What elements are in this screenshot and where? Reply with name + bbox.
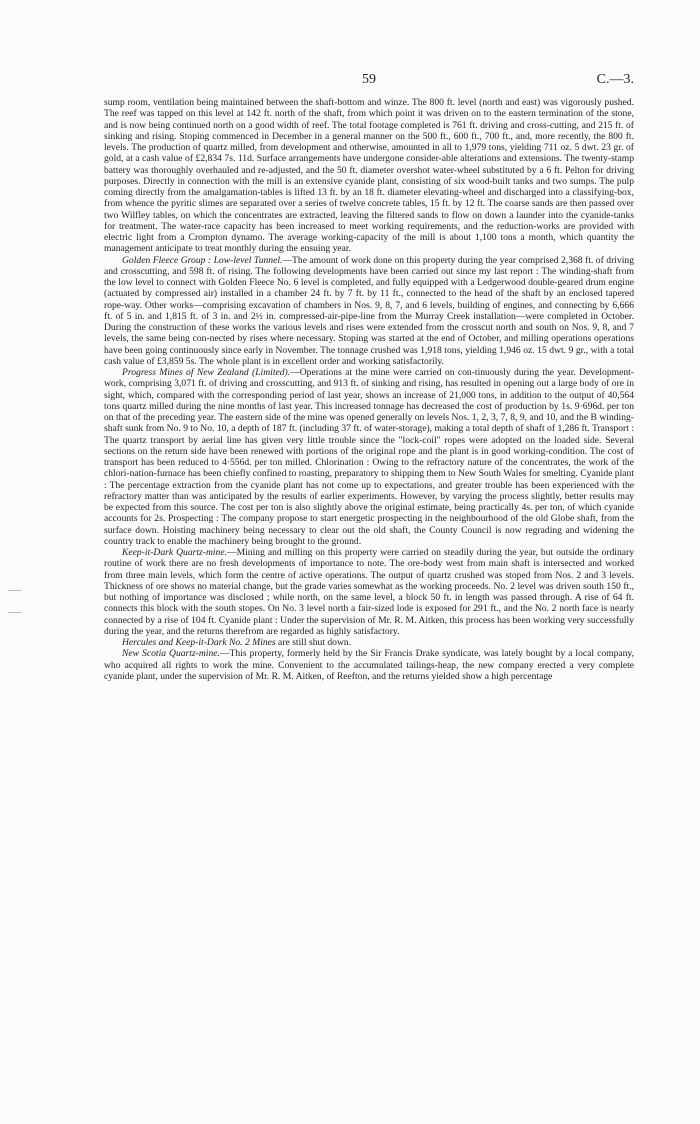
page-header (104, 72, 634, 90)
paragraph-keep-it-dark (104, 547, 634, 637)
section-heading: Progress Mines of New Zealand (Limited). (122, 367, 291, 378)
document-reference: C.—3. (596, 72, 634, 87)
paragraph-progress-mines (104, 367, 634, 547)
margin-mark (8, 590, 22, 591)
paragraph-text: —Mining and milling on this property were carried on steadily during the year, but outside the ordinary routine of work there are no fresh developments of importance to note. The ore-body west from main shaft is intersected and worked from three main levels, which form the centre of active operations. The output of quartz crushed was stoped from Nos. 2 and 3 levels. Thickness of ore shows no material change, but the grade varies somewhat as the working proceeds. No. 2 level was driven south 150 ft., but nothing of importance was disclosed ; while north, on the same level, a block 50 ft. in length was passed through. A rise of 64 ft. connects this block with the south stopes. On No. 3 level north a fair-sized lode is exposed for 291 ft., and the No. 2 north face is nearly connected by a rise of 104 ft. Cyanide plant : Under the supervision of Mr. R. M. Aitken, this process has been working very successfully during the year, and the returns therefrom are regarded as highly satisfactory. (104, 547, 634, 637)
section-heading: Keep-it-Dark Quartz-mine. (122, 547, 228, 558)
margin-mark (8, 612, 22, 613)
paragraph-golden-fleece (104, 255, 634, 368)
paragraph-text: —Operations at the mine were carried on con-tinuously during the year. Development-work, comprising 3,071 ft. of driving and crosscutting, and 913 ft. of sinking and rising, has resulted in opening out a large body of ore in sight, which, compared with the corresponding period of last year, shows an increase of 21,000 tons, in addition to the output of 40,564 tons quartz milled during the nine months of last year. This increased tonnage has decreased the cost of production by 1s. 9·696d. per ton on that of the preceding year. The eastern side of the mine was opened generally on levels Nos. 1, 2, 3, 7, 8, 9, and 10, and the B winding-shaft sunk from No. 9 to No. 10, a depth of 187 ft. (including 37 ft. of water-storage), making a total depth of shaft of 1,286 ft. Transport : The quartz transport by aerial line has given very little trouble since the "lock-coil" ropes were adopted on the loaded side. Several sections on the return side have been renewed with portions of the original rope and the plant is in good working-condition. The cost of transport has been reduced to 4·556d. per ton milled. Chlorination : Owing to the refractory nature of the concentrates, the work of the chlori-nation-furnace has been chiefly confined to roasting, preparatory to shipping them to New South Wales for smelting. Cyanide plant : The percentage extraction from the cyanide plant has not come up to expectations, and greater trouble has been experienced with the refractory matter than was anticipated by the results of earlier experiments. However, by varying the process slightly, better results may be expected from this source. The cost per ton is also slightly above the original estimate, being practically 4s. per ton, of which cyanide accounts for 2s. Prospecting : The company propose to start energetic prospecting in the neighbourhood of the old Globe shaft, from the surface down. Hoisting machinery being necessary to clear out the old shaft, the County Council is now regrading and widening the country track to enable the machinery being brought to the ground. (104, 367, 634, 547)
paragraph-text: —This property, formerly held by the Sir Francis Drake syndicate, was lately bought by a local company, who acquired all rights to work the mine. Convenient to the accumulated tailings-heap, the new company erected a very complete cyanide plant, under the supervision of Mr. R. M. Aitken, of Reefton, and the returns yielded show a high percentage (104, 648, 635, 682)
section-heading: Hercules and Keep-it-Dark No. 2 Mines (122, 637, 276, 648)
paragraph-text: —The amount of work done on this property during the year comprised 2,368 ft. of driving and crosscutting, and 598 ft. of rising. The following developments have been carried out since my last report : The winding-shaft from the low level to connect with Golden Fleece No. 6 level is completed, and fully equipped with a Ledgerwood double-geared drum engine (actuated by compressed air) installed in a chamber 24 ft. by 7 ft. by 11 ft., connected to the head of the shaft by an enclosed tapered rope-way. Other works—comprising excavation of chambers in Nos. 9, 8, 7, and 6 levels, building of engines, and connecting by 6,666 ft. of 5 in. and 1,815 ft. of 3 in. and 2½ in. compressed-air-pipe-line from the Murray Creek installation—were completed in October. During the construction of these works the various levels and rises were extended from the crosscut north and south on Nos. 9, 8, and 7 levels, the same being con-nected by rises where necessary. Stoping was started at the end of October, and milling operations operations have been going continuously since early in November. The tonnage crushed was 1,918 tons, yielding 1,946 oz. 15 dwt. 9 gr., with a total cash value of £3,859 5s. The whole plant is in excellent order and working satisfactorily. (104, 254, 634, 367)
paragraph-text: sump room, ventilation being maintained between the shaft-bottom and winze. The 800 ft. level (north and east) was vigorously pushed. The reef was tapped on this level at 142 ft. north of the shaft, from which point it was driven on to the eastern termination of the stone, and is now being continued north on a good width of reef. The total footage completed is 761 ft. driving and cross-cutting, and 215 ft. of sinking and rising. Stoping commenced in December in a general manner on the 500 ft., 600 ft., 700 ft., and, more recently, the 800 ft. levels. The production of quartz milled, from development and otherwise, amounted in all to 1,979 tons, yielding 711 oz. 5 dwt. 23 gr. of gold, at a cash value of £2,834 7s. 11d. Surface arrangements have undergone consider-able alterations and extensions. The twenty-stamp battery was thoroughly overhauled and re-adjusted, and the 50 ft. diameter overshot water-wheel substituted by a 6 ft. Pelton for driving purposes. Directly in connection with the mill is an extensive cyanide plant, consisting of six wood-built tanks and two sumps. The pulp coming directly from the amalgamation-tables is lifted 13 ft. by an 18 ft. diameter elevating-wheel and discharged into a classifying-box, from whence the pyritic slimes are separated over a series of twelve concrete tables, 15 ft. by 12 ft. The coarse sands are then passed over two Wilfley tables, on which the concentrates are extracted, leaving the filtered sands to flow on down a launder into the cyanide-tanks for treatment. The water-race capacity has been increased to meet working requirements, and the reduction-works are provided with electric light from a Crompton dynamo. The average working-capacity of the mill is about 1,100 tons a month, which quantity the management anticipate to treat monthly during the ensuing year. (104, 97, 634, 255)
paragraph-text: are still shut down. (275, 637, 352, 648)
paragraph-new-scotia (104, 648, 634, 682)
margin-marks (8, 590, 26, 634)
page-number: 59 (362, 72, 376, 87)
body-text (104, 97, 634, 682)
section-heading: Golden Fleece Group : Low-level Tunnel. (122, 254, 283, 266)
paragraph-sump-room (104, 97, 634, 255)
paragraph-hercules (104, 637, 634, 648)
section-heading: New Scotia Quartz-mine. (122, 648, 220, 660)
